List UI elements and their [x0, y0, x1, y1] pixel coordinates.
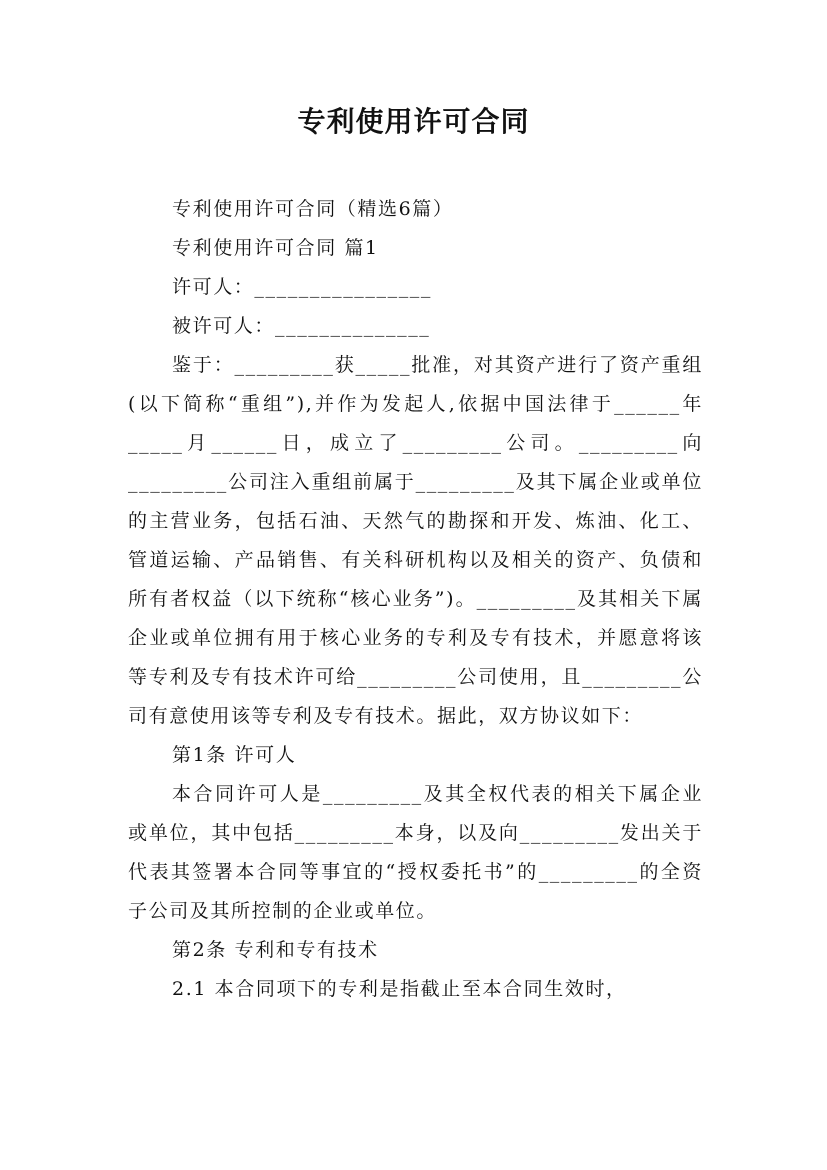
- paragraph-section-heading: 专利使用许可合同 篇1: [172, 237, 379, 259]
- document-title: 专利使用许可合同: [297, 105, 530, 138]
- paragraph-article-2-heading: 第2条 专利和专有技术: [172, 939, 379, 961]
- paragraph-whereas: 鉴于：_________获_____批准，对其资产进行了资产重组(以下简称“重组”),并作为发起人,依据中国法律于______年_____月______日，成立了_________公司。_________向_________公司注入重组前属于_________及其下属企业或单位的主营业务，包括石油、天然气的勘探和开发、炼油、化工、管道运输、产品销售、有关科研机构以及相关的资产、负债和所有者权益（以下统称“核心业务”)。_________及其相关下属企业或单位拥有用于核心业务的专利及专有技术，并愿意将该等专利及专有技术许可给_________公司使用，且_________公司有意使用该等专利及专有技术。据此，双方协议如下：: [128, 354, 703, 727]
- paragraph-licensor-line: 许可人：________________: [172, 276, 433, 298]
- paragraph-article-1-body: 本合同许可人是_________及其全权代表的相关下属企业或单位，其中包括_________本身，以及向_________发出关于代表其签署本合同等事宜的“授权委托书”的_________的全资子公司及其所控制的企业或单位。: [128, 783, 703, 922]
- paragraph-article-2-1: 2.1 本合同项下的专利是指截止至本合同生效时，: [172, 978, 627, 1000]
- paragraph-licensee-line: 被许可人：______________: [172, 315, 431, 337]
- document-body: [128, 190, 703, 1009]
- paragraph-subtitle: 专利使用许可合同（精选6篇）: [172, 198, 454, 220]
- paragraph-article-1-heading: 第1条 许可人: [172, 744, 297, 766]
